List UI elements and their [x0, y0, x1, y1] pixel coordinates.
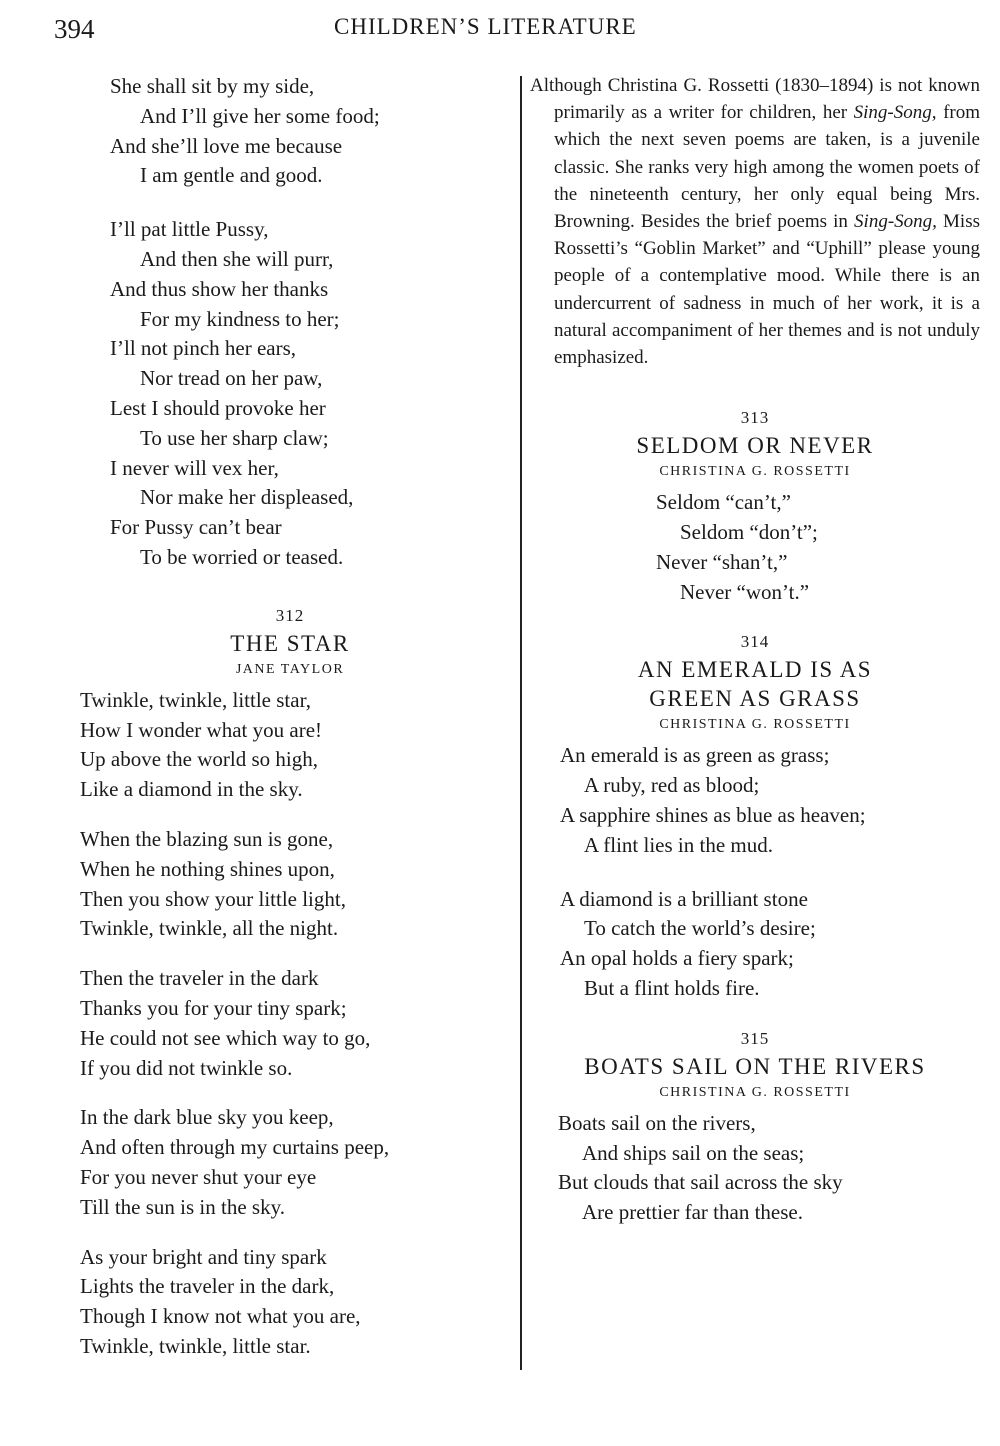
poem-line: How I wonder what you are! — [80, 717, 323, 742]
stanza — [560, 741, 980, 860]
poem-line: But a flint holds fire. — [584, 976, 760, 1000]
poem-line: For Pussy can’t bear — [110, 515, 282, 540]
poem-line: I never will vex her, — [110, 455, 279, 480]
poem-line: Nor tread on her paw, — [140, 366, 323, 391]
poem-line: And then she will purr, — [140, 246, 334, 271]
poem-line: She shall sit by my side, — [110, 74, 315, 98]
poem-line: To catch the world’s desire; — [584, 916, 816, 941]
stanza — [110, 72, 500, 191]
poem-line: I’ll pat little Pussy, — [110, 217, 269, 242]
column-divider — [520, 76, 522, 1370]
book-title: Sing-Song, — [853, 102, 937, 124]
stanza — [558, 1109, 980, 1228]
poem-line: When the blazing sun is gone, — [80, 826, 334, 851]
poem-313 — [530, 405, 980, 607]
poem-line: As your bright and tiny spark — [80, 1244, 327, 1269]
poem-line: An opal holds a fiery spark; — [560, 946, 794, 971]
poem-312 — [80, 603, 500, 1362]
poem-line: And often through my curtains peep, — [80, 1135, 390, 1160]
intro-text: Although Christina G. Rossetti (1830–1894) is not known primarily as a writer for children, her — [530, 75, 980, 124]
poem-line: Though I know not what you are, — [80, 1304, 361, 1329]
poem-line: For you never shut your eye — [80, 1164, 317, 1189]
stanza — [110, 215, 500, 573]
poem-line: Till the sun is in the sky. — [80, 1194, 285, 1219]
poem-line: Never “shan’t,” — [656, 549, 788, 574]
stanza — [560, 885, 980, 1004]
stanza — [80, 1103, 500, 1222]
poem-line: If you did not twinkle so. — [80, 1055, 293, 1080]
poem-line: Then the traveler in the dark — [80, 966, 319, 991]
poem-line: To use her sharp claw; — [140, 425, 329, 450]
poem-title: AN EMERALD IS AS — [637, 657, 873, 683]
poem-line: Nor make her displeased, — [140, 485, 354, 510]
poem-line: Like a diamond in the sky. — [80, 777, 303, 802]
poem-314 — [530, 629, 980, 1003]
poem-line: In the dark blue sky you keep, — [80, 1105, 334, 1130]
poem-title: GREEN AS GRASS — [649, 686, 861, 712]
stanza — [80, 686, 500, 805]
stanza — [656, 488, 980, 607]
intro-text: Miss Rossetti’s “Goblin Market” and “Uphill” please young people of a contemplative mood. While there is an undercurrent of sadness in much of her work, it is a natural accompaniment of her themes and is not unduly emphasized. — [554, 211, 980, 369]
poem-author: CHRISTINA G. ROSSETTI — [659, 717, 851, 733]
poem-line: And I’ll give her some food; — [140, 103, 380, 128]
poem-line: Thanks you for your tiny spark; — [80, 995, 347, 1020]
poem-line: To be worried or teased. — [140, 544, 344, 569]
poem-315 — [530, 1026, 980, 1228]
poem-line: A diamond is a brilliant stone — [560, 886, 808, 911]
poem-line: Lights the traveler in the dark, — [80, 1274, 335, 1299]
poem-title: THE STAR — [230, 630, 350, 656]
stanza — [80, 964, 500, 1083]
poem-line: A flint lies in the mud. — [584, 832, 773, 857]
poem-line: Never “won’t.” — [680, 579, 810, 604]
poem-line: An emerald is as green as grass; — [560, 743, 830, 768]
poem-line: Boats sail on the rivers, — [558, 1110, 756, 1135]
running-title: CHILDREN’S LITERATURE — [334, 14, 637, 39]
poem-line: Then you show your little light, — [80, 886, 346, 911]
poem-line: I’ll not pinch her ears, — [110, 336, 297, 361]
poem-line: I am gentle and good. — [140, 163, 323, 188]
poem-number: 315 — [740, 1028, 770, 1048]
poem-line: Seldom “can’t,” — [656, 490, 791, 515]
poem-line: And thus show her thanks — [110, 276, 329, 301]
poem-line: Up above the world so high, — [80, 747, 318, 772]
page-number: 394 — [54, 14, 95, 44]
poem-title: SELDOM OR NEVER — [636, 433, 874, 459]
poem-line: He could not see which way to go, — [80, 1025, 371, 1050]
poem-number: 312 — [275, 605, 305, 625]
poem-line: Twinkle, twinkle, all the night. — [80, 916, 339, 941]
poem-line: And ships sail on the seas; — [582, 1140, 805, 1165]
left-column — [80, 72, 500, 1362]
poem-line: Twinkle, twinkle, little star, — [80, 687, 311, 712]
poem-number: 313 — [740, 408, 770, 428]
poem-line: Twinkle, twinkle, little star. — [80, 1333, 311, 1358]
book-title: Sing-Song, — [854, 211, 937, 233]
poem-line: And she’ll love me because — [110, 133, 343, 158]
right-column — [530, 72, 980, 1228]
intro-paragraph — [530, 72, 980, 371]
poem-line: Are prettier far than these. — [582, 1200, 803, 1225]
poem-line: When he nothing shines upon, — [80, 856, 335, 881]
poem-author: JANE TAYLOR — [235, 661, 345, 677]
poem-line: A sapphire shines as blue as heaven; — [560, 803, 866, 828]
stanza — [80, 825, 500, 944]
poem-line: But clouds that sail across the sky — [558, 1170, 843, 1195]
stanza — [80, 1243, 500, 1362]
poem-line: A ruby, red as blood; — [584, 773, 760, 798]
poem-title: BOATS SAIL ON THE RIVERS — [584, 1053, 926, 1079]
poem-number: 314 — [740, 632, 770, 652]
intro-text: from which the next seven poems are taken, is a juvenile classic. She ranks very high among the women poets of the nineteenth century, her only equal being Mrs. Browning. Besides the brief poems in — [554, 102, 981, 233]
poem-author: CHRISTINA G. ROSSETTI — [659, 464, 851, 480]
poem-line: Seldom “don’t”; — [680, 520, 818, 545]
poem-author: CHRISTINA G. ROSSETTI — [659, 1084, 851, 1100]
poem-line: For my kindness to her; — [140, 306, 340, 331]
poem-line: Lest I should provoke her — [110, 395, 326, 420]
